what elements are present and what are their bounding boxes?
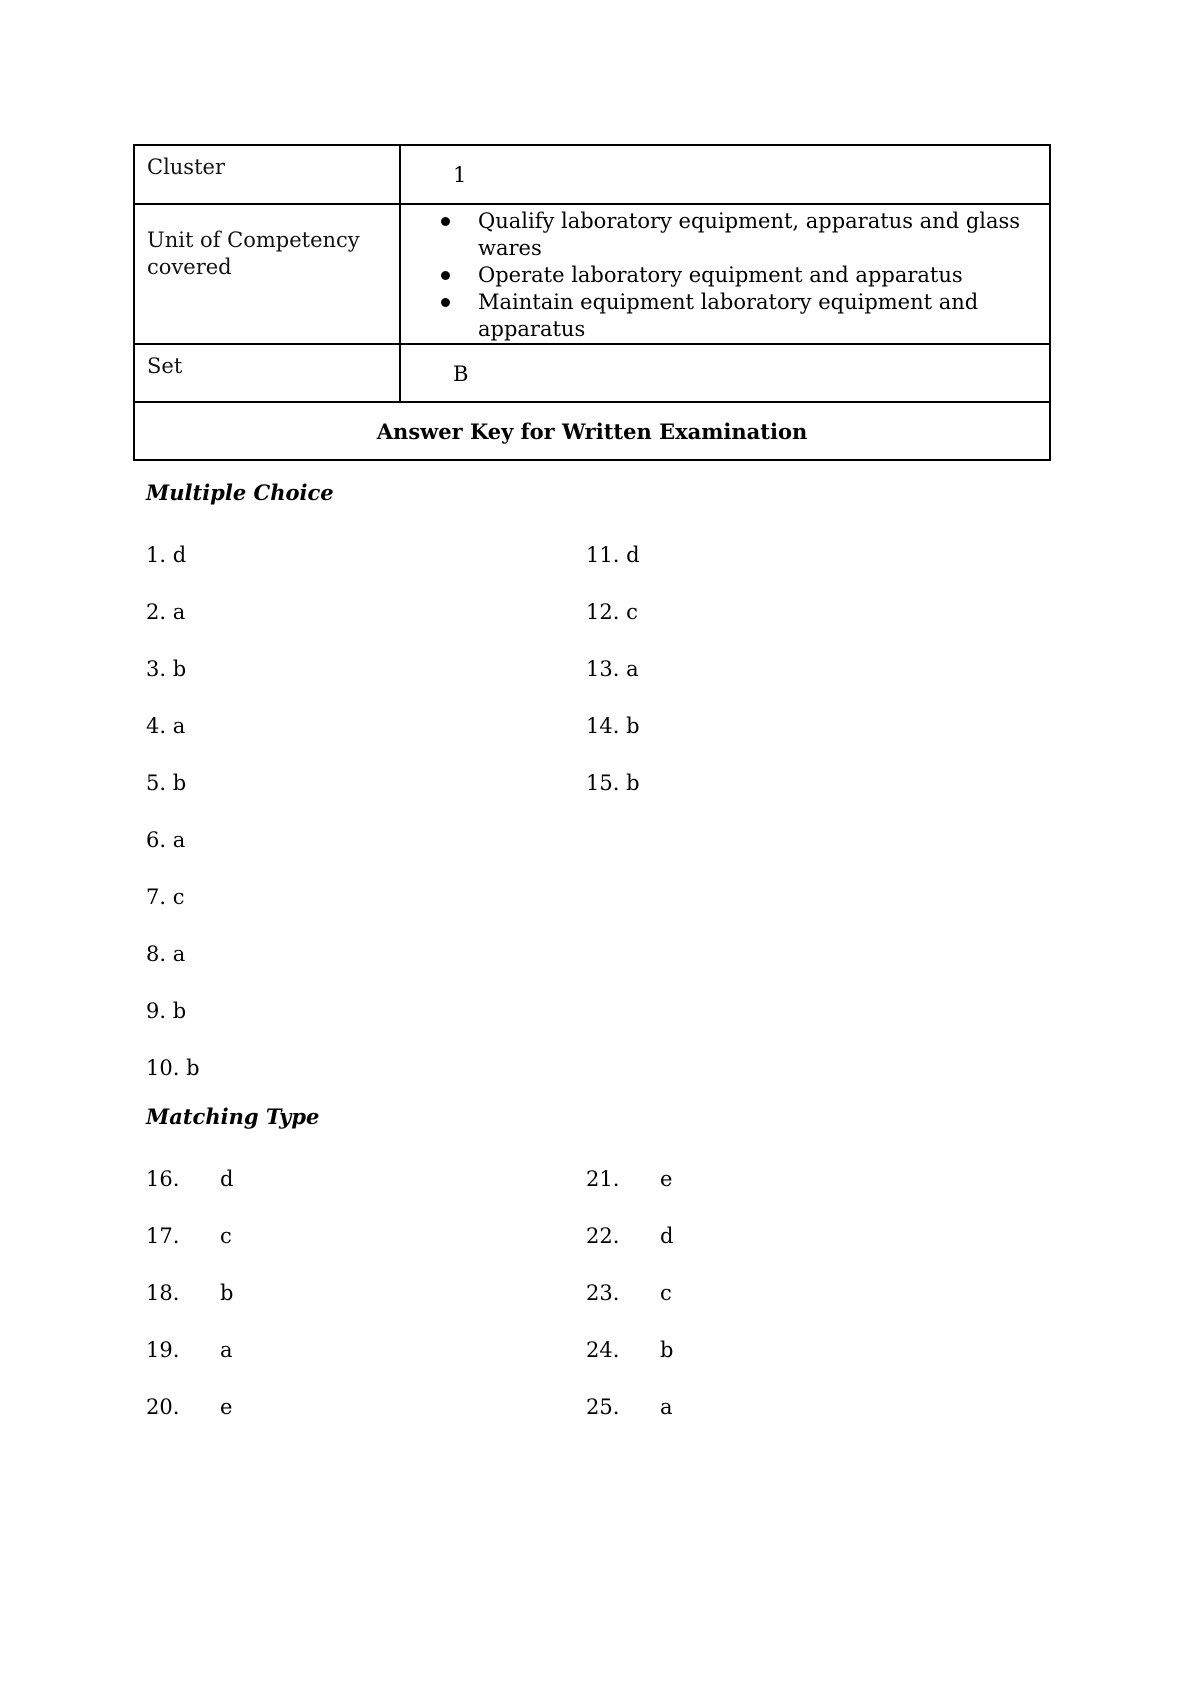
title-row (134, 402, 1050, 460)
mt-answer-item (146, 1166, 233, 1193)
matching-type-heading: Matching Type (146, 1104, 320, 1129)
mc-answer-item (146, 884, 185, 911)
answer-letter: a (220, 1338, 233, 1362)
mt-answer-item (586, 1166, 672, 1193)
mc-answer-item (146, 713, 185, 740)
answer-letter: b (172, 771, 187, 795)
answer-letter: a (626, 657, 639, 681)
answer-letter: e (220, 1395, 233, 1419)
answer-number: 21. (586, 1167, 620, 1191)
competency-text: Qualify laboratory equipment, apparatus and glass wares (478, 209, 1021, 260)
mc-answer-item (146, 542, 186, 569)
competency-text: Operate laboratory equipment and apparatus (478, 263, 963, 287)
answer-letter: d (220, 1167, 234, 1191)
answer-number: 1. (146, 543, 167, 567)
header-table (133, 144, 1051, 461)
answer-letter: a (172, 942, 186, 966)
answer-letter: b (626, 771, 640, 795)
answer-key-title: Answer Key for Written Examination (134, 402, 1050, 460)
answer-letter: c (172, 885, 185, 909)
mc-answer-item (586, 542, 640, 569)
competency-list (405, 208, 1045, 343)
answer-number: 22. (586, 1224, 620, 1248)
unit-values (400, 204, 1050, 344)
answer-letter: b (186, 1056, 200, 1080)
answer-number: 8. (146, 942, 167, 966)
bullet-icon (441, 217, 450, 226)
bullet-icon (441, 298, 450, 307)
answer-number: 4. (146, 714, 167, 738)
answer-number: 13. (586, 657, 620, 681)
mc-answer-item (586, 713, 640, 740)
answer-number: 19. (146, 1338, 180, 1362)
mc-answer-item (586, 599, 638, 626)
unit-label: Unit of Competency covered (134, 204, 400, 344)
answer-number: 14. (586, 714, 620, 738)
answer-number: 6. (146, 828, 167, 852)
answer-letter: c (220, 1224, 232, 1248)
answer-letter: a (172, 600, 186, 624)
answer-letter: d (172, 543, 187, 567)
answer-letter: c (660, 1281, 672, 1305)
answer-letter: b (220, 1281, 234, 1305)
set-label: Set (134, 344, 400, 402)
mc-answer-item (146, 941, 185, 968)
answer-letter: a (660, 1395, 673, 1419)
answer-number: 15. (586, 771, 620, 795)
mc-answer-item (586, 770, 640, 797)
answer-number: 9. (146, 999, 167, 1023)
cluster-row (134, 145, 1050, 204)
competency-text: Maintain equipment laboratory equipment and apparatus (478, 290, 979, 341)
answer-number: 16. (146, 1167, 180, 1191)
mc-answer-item (146, 770, 186, 797)
competency-item (405, 208, 1045, 262)
answer-letter: b (172, 999, 187, 1023)
answer-number: 23. (586, 1281, 620, 1305)
answer-letter: c (626, 600, 638, 624)
competency-item (405, 289, 1045, 343)
competency-item (405, 262, 1045, 289)
mc-answer-item (146, 1055, 200, 1082)
mt-answer-item (586, 1280, 672, 1307)
mc-answer-item (146, 599, 185, 626)
answer-letter: a (172, 828, 186, 852)
cluster-label: Cluster (134, 145, 400, 204)
mt-answer-item (586, 1223, 673, 1250)
mt-answer-item (146, 1394, 232, 1421)
answer-letter: e (660, 1167, 673, 1191)
answer-number: 18. (146, 1281, 180, 1305)
cluster-value: 1 (400, 145, 1050, 204)
answer-number: 20. (146, 1395, 180, 1419)
mc-answer-item (146, 656, 186, 683)
answer-number: 2. (146, 600, 167, 624)
answer-letter: d (626, 543, 640, 567)
bullet-icon (441, 271, 450, 280)
answer-number: 11. (586, 543, 620, 567)
answer-number: 25. (586, 1395, 620, 1419)
answer-number: 7. (146, 885, 167, 909)
answer-letter: b (172, 657, 187, 681)
answer-number: 17. (146, 1224, 180, 1248)
answer-number: 12. (586, 600, 620, 624)
answer-number: 3. (146, 657, 167, 681)
answer-letter: b (626, 714, 640, 738)
set-value: B (400, 344, 1050, 402)
mt-answer-item (586, 1337, 673, 1364)
mc-answer-item (586, 656, 639, 683)
mt-answer-item (146, 1337, 233, 1364)
unit-row (134, 204, 1050, 344)
mt-answer-item (586, 1394, 673, 1421)
answer-letter: b (660, 1338, 674, 1362)
answer-number: 24. (586, 1338, 620, 1362)
multiple-choice-heading: Multiple Choice (146, 480, 334, 505)
answer-number: 10. (146, 1056, 180, 1080)
answer-letter: a (172, 714, 186, 738)
set-row (134, 344, 1050, 402)
mc-answer-item (146, 827, 185, 854)
answer-letter: d (660, 1224, 674, 1248)
answer-number: 5. (146, 771, 167, 795)
mt-answer-item (146, 1223, 232, 1250)
mc-answer-item (146, 998, 186, 1025)
mt-answer-item (146, 1280, 233, 1307)
